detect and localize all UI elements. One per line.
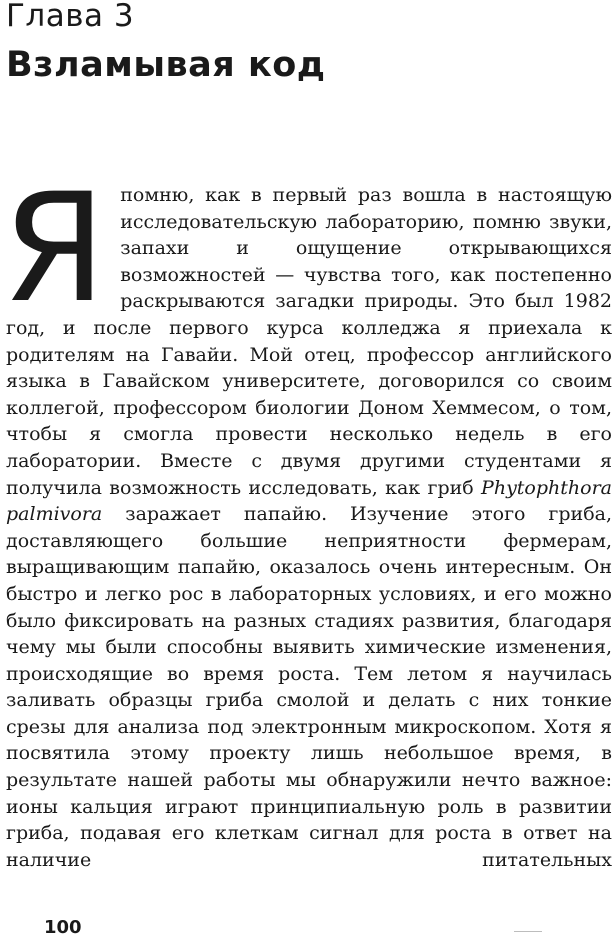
drop-cap: Я [2,162,107,336]
chapter-title: Взламывая код [6,45,326,85]
body-text-part-1: помню, как в первый раз вошла в настоящую исследовательскую лабораторию, помню звуки, запахи и ощущение открывающихся возможностей — чувства того, как постепенно раскрываются загадки природы. Это был 1982 год, и после первого курса колледжа я приехала к родителям на Гавайи. Мой отец, профессор английского языка в Гавайском университете, договорился со своим коллегой, профессором биологии Доном Хеммесом, о том, чтобы я смогла провести несколько недель в его лаборатории. Вместе с двумя другими студентами я получила возможность исследовать, как гриб [6,184,612,499]
body-paragraph [2,162,613,873]
page-number: 100 [44,917,82,938]
corner-mark [514,931,542,932]
chapter-label: Глава 3 [6,0,135,34]
species-name-italic: Phytophthora palmivora [6,476,612,526]
body-text-part-2: заражает папайю. Изучение этого гриба, доставляющего большие неприятности фермерам, выращивающим папайю, оказалось очень интересным. Он быстро и легко рос в лабораторных условиях, и его можно было фиксировать на разных стадиях развития, благодаря чему мы были способны выявить химические изменения, происходящие во время роста. Тем летом я научилась заливать образцы гриба смолой и делать с них тонкие срезы для анализа под электронным микроскопом. Хотя я посвятила этому проекту лишь небольшое время, в результате нашей работы мы обнаружили нечто важное: ионы кальция играют принципиальную роль в развитии гриба, подавая его клеткам сигнал для роста в ответ на наличие питательных [6,503,613,871]
